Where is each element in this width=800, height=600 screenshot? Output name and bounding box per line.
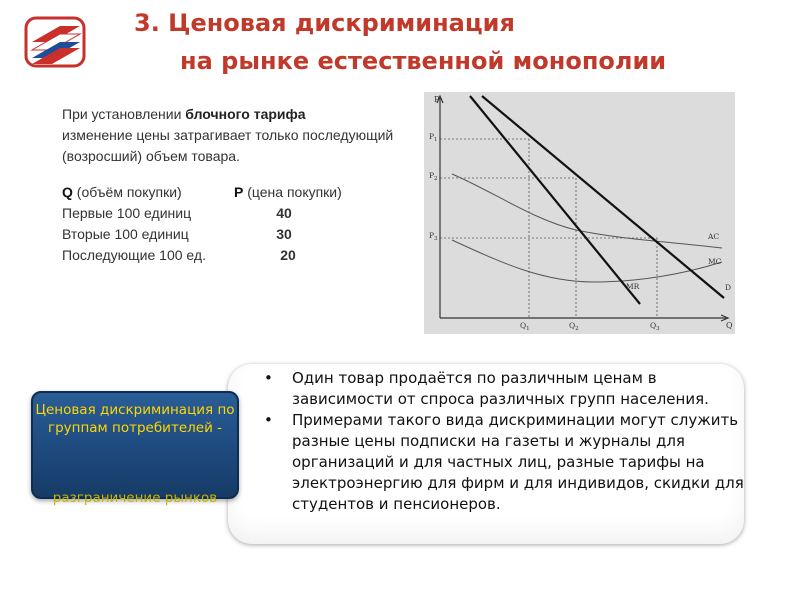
title-line-2: на рынке естественной монополии xyxy=(180,47,667,75)
price-table-row xyxy=(62,224,362,245)
qty-label-q2: $Q_2$ xyxy=(569,321,579,332)
box-text: Ценовая дискриминация по группам потребителей - xyxy=(35,402,235,436)
intro-bold-term: блочного тарифа xyxy=(185,106,306,122)
mc-label: MC xyxy=(708,257,722,266)
price-discrimination-box xyxy=(31,391,239,506)
bullet-item xyxy=(256,368,746,410)
box-text-overflow: разграничение рынков xyxy=(52,490,218,506)
intro-part-1: При установлении xyxy=(62,106,186,122)
logo-icon xyxy=(22,14,88,70)
header-q-text: (объём покупки) xyxy=(72,184,182,200)
price-table xyxy=(62,182,362,266)
monopoly-graph xyxy=(424,92,735,334)
row-label: Вторые 100 единиц xyxy=(62,226,189,242)
title-line-1: 3. Ценовая дискриминация xyxy=(134,9,515,37)
price-table-row xyxy=(62,245,362,266)
intro-part-2: изменение цены затрагивает только последующий (возросший) объем товара. xyxy=(62,127,394,164)
intro-text xyxy=(62,104,412,167)
row-value: 20 xyxy=(280,247,296,263)
bullet-text: Примерами такого вида дискриминации могут служить разные цены подписки на газеты и журналы для организаций и для частных лиц, разные тарифы на электроэнергию для фирм и для индивидов, скидки для студентов и пенсионеров. xyxy=(292,411,744,513)
graph-background xyxy=(424,92,735,334)
qty-label-q1: $Q_1$ xyxy=(520,321,530,332)
price-table-row xyxy=(62,203,362,224)
mr-label: MR xyxy=(626,282,640,291)
qty-label-q3: $Q_3$ xyxy=(650,321,660,332)
row-label: Первые 100 единиц xyxy=(62,205,192,221)
bullet-item xyxy=(256,410,746,515)
d-label: D xyxy=(725,283,732,292)
ac-label: AC xyxy=(708,232,720,241)
price-table-header xyxy=(62,182,362,203)
price-label-p1: $P_1$ xyxy=(429,132,438,143)
x-axis-label: Q xyxy=(726,321,733,330)
price-label-p2: $P_2$ xyxy=(429,171,438,182)
row-value: 30 xyxy=(276,226,292,242)
row-value: 40 xyxy=(276,205,292,221)
bullet-text: Один товар продаётся по различным ценам в зависимости от спроса различных групп населения. xyxy=(292,369,709,408)
header-p-text: (цена покупки) xyxy=(243,184,342,200)
bullet-marker: • xyxy=(264,411,273,429)
bullet-list xyxy=(256,368,746,515)
header-q-symbol: Q xyxy=(62,184,73,200)
row-label: Последующие 100 ед. xyxy=(62,247,206,263)
y-axis-label: P xyxy=(434,95,440,104)
bullet-marker: • xyxy=(264,369,273,387)
price-label-p3: $P_3$ xyxy=(429,231,438,242)
header-p-symbol: P xyxy=(234,184,244,200)
